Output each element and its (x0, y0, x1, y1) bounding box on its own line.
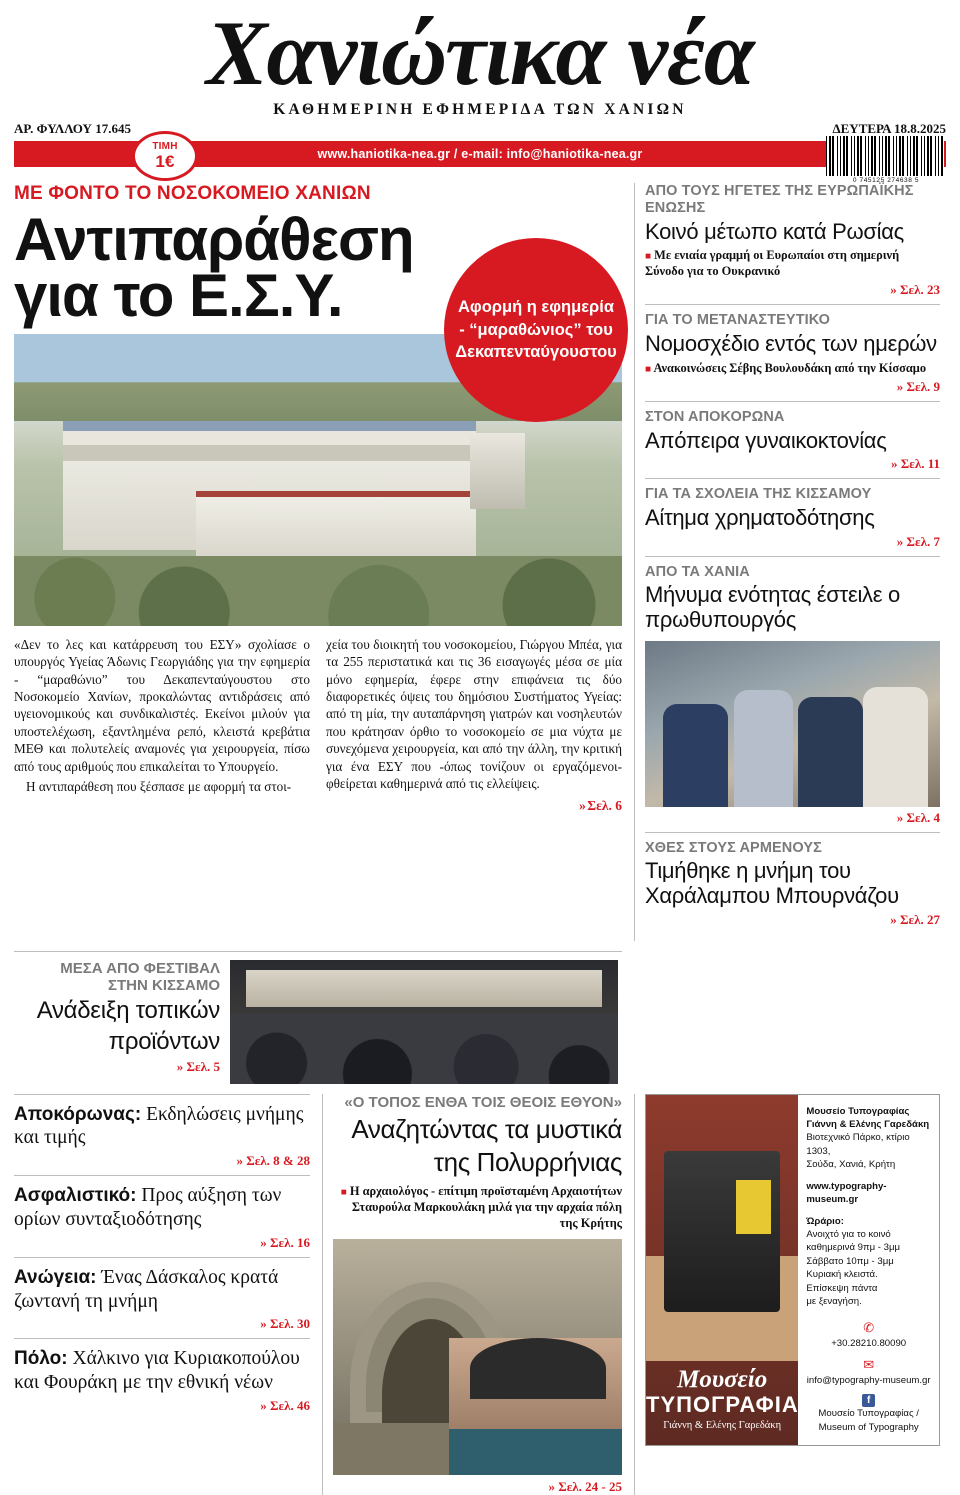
lead-body-text (14, 636, 622, 815)
festival-kicker-line2: ΣΤΗΝ ΚΙΣΣΑΜΟ (108, 976, 220, 994)
feature-column[interactable] (322, 1094, 622, 1495)
lead-page-ref[interactable]: » Σελ. 6 (579, 797, 622, 813)
ad-facebook[interactable]: Μουσείο Τυπογραφίας / Museum of Typography (818, 1408, 919, 1433)
right-item-kicker: ΣΤΟΝ ΑΠΟΚΟΡΩΝΑ (645, 409, 785, 426)
festival-crowd-photo (230, 960, 618, 1084)
brief-item[interactable] (14, 1266, 310, 1340)
feature-sub: ■ Η αρχαιολόγος - επίτιμη προϊσταμένη Αρχαιοτήτων Σταυρούλα Μαρκουλάκη μιλά για την αρχαία πόλη της Κρήτης (340, 1183, 622, 1231)
brief-lead: Αποκόρωνας: (14, 1103, 142, 1125)
barcode (826, 136, 946, 184)
price-label: ΤΙΜΗ (152, 141, 178, 153)
right-column (634, 183, 940, 940)
lead-headline-line2[interactable]: για το Ε.Σ.Υ. (14, 261, 343, 329)
right-item-sub: ■ Με ενιαία γραμμή οι Ευρωπαίοι στη σημερινή Σύνοδο για το Ουκρανικό (645, 248, 900, 278)
brief-ref[interactable]: » Σελ. 16 (260, 1234, 310, 1250)
right-item-kicker: ΧΘΕΣ ΣΤΟΥΣ ΑΡΜΕΝΟΥΣ (645, 839, 822, 856)
ad-hours-title: Ώράριο: (806, 1215, 844, 1227)
right-item-ref[interactable]: » Σελ. 7 (896, 533, 940, 549)
right-item-kicker: ΓΙΑ ΤΑ ΣΧΟΛΕΙΑ ΤΗΣ ΚΙΣΣΑΜΟΥ (645, 486, 872, 503)
right-item-title[interactable]: Αίτημα χρηματοδότησης (645, 505, 875, 531)
right-item-sub: ■ Ανακοινώσεις Σέβης Βουλουδάκη από την Κίσσαμο (645, 360, 927, 375)
brief-rest: Χάλκινο για Κυριακοπούλου και Φουράκη με την εθνική νέων (14, 1348, 300, 1394)
publication-date: ΔΕΥΤΕΡΑ 18.8.2025 (832, 121, 946, 137)
right-item-ref[interactable]: » Σελ. 23 (890, 282, 940, 298)
ad-phone[interactable]: +30.28210.80090 (831, 1337, 907, 1349)
archaeologist-portrait (449, 1338, 622, 1475)
right-item-schools[interactable] (645, 486, 940, 556)
website-url[interactable]: www.haniotika-nea.gr / e-mail: info@haniotika-nea.gr (317, 147, 643, 162)
ad-logo (646, 1365, 813, 1431)
right-item-ref[interactable]: » Σελ. 4 (896, 809, 940, 825)
price-badge (132, 131, 198, 181)
right-item-memorial[interactable] (645, 840, 940, 934)
ad-hours-line4: Κυριακή κλειστά. (806, 1269, 878, 1281)
typography-museum-ad[interactable] (645, 1094, 940, 1446)
brief-item[interactable] (14, 1347, 310, 1420)
right-item-ref[interactable]: » Σελ. 9 (896, 379, 940, 395)
brief-rest: Ένας Δάσκαλος κρατά ζωντανή τη μνήμη (14, 1266, 279, 1312)
ad-website[interactable]: www.typography-museum.gr (806, 1180, 887, 1206)
brief-rest: Προς αύξηση των ορίων συνταξιοδότησης (14, 1185, 282, 1230)
right-item-migration[interactable] (645, 312, 940, 402)
ad-logo-sub: Γιάννη & Ελένης Γαρεδάκη (663, 1419, 782, 1431)
website-bar (14, 141, 946, 171)
brief-rest: Εκδηλώσεις μνήμης και τιμής (14, 1103, 304, 1149)
right-item-title[interactable]: Νομοσχέδιο εντός των ημερών (645, 331, 937, 357)
lead-paragraph-3: χεία του διοικητή του νοσοκομείου, Γιώργου Μπέα, για τα 255 περιστατικά και τις 36 εισαγωγές μέσα σε μία μόνο εφημερία, έφερε στην επιφάνεια τις δύο διαφορετικές όψεις του δημόσιου Συστήματος Υγείας: από τη μία, την αυταπάρνηση γιατρών και νοσηλευτών που κράτησαν όρθιο το νοσοκομείο σε μια νύχτα με συνεχόμενα χειρουργεία, και από την άλλη, την κριτική για ένα ΕΣΥ που -όπως τονίζουν οι εργαζόμενοι- φθείρεται καθημερινά από τις ελλείψεις. (326, 636, 622, 792)
feature-page-ref[interactable]: » Σελ. 24 - 25 (548, 1479, 622, 1495)
festival-title-line2[interactable]: προϊόντων (108, 1027, 220, 1055)
brief-lead: Πόλο: (14, 1348, 68, 1370)
lead-kicker: ΜΕ ΦΟΝΤΟ ΤΟ ΝΟΣΟΚΟΜΕΙΟ ΧΑΝΙΩΝ (14, 183, 371, 205)
festival-title-line1[interactable]: Ανάδειξη τοπικών (36, 997, 220, 1025)
issue-number: ΑΡ. ΦΥΛΛΟΥ 17.645 (14, 121, 131, 137)
email-icon: ✉ (863, 1357, 875, 1373)
brief-lead: Ανώγεια: (14, 1266, 97, 1288)
brief-lead: Ασφαλιστικό: (14, 1185, 137, 1207)
brief-ref[interactable]: » Σελ. 30 (260, 1316, 310, 1332)
barcode-number: 0 745125 274638 5 (852, 177, 920, 184)
right-item-ref[interactable]: » Σελ. 27 (890, 911, 940, 927)
right-item-eu[interactable] (645, 183, 940, 305)
masthead (14, 0, 946, 171)
advertisement-column (634, 1094, 940, 1495)
feature-title-line1[interactable]: Αναζητώντας τα μυστικά (351, 1113, 622, 1144)
ad-info (798, 1095, 939, 1445)
newspaper-title: Χανιώτικα νέα (206, 2, 754, 104)
lead-headline-line1[interactable]: Αντιπαράθεση (14, 206, 414, 274)
phone-icon: ✆ (863, 1319, 875, 1335)
brief-ref[interactable]: » Σελ. 46 (260, 1397, 310, 1413)
ad-address-line1: Βιοτεχνικό Πάρκο, κτίριο 1303, (806, 1132, 910, 1157)
festival-page-ref[interactable]: » Σελ. 5 (176, 1058, 220, 1074)
right-item-title[interactable]: Κοινό μέτωπο κατά Ρωσίας (645, 218, 904, 244)
ad-email[interactable]: info@typography-museum.gr (806, 1375, 931, 1387)
right-item-kicker: ΑΠΟ ΤΟΥΣ ΗΓΕΤΕΣ ΤΗΣ ΕΥΡΩΠΑΪΚΗΣ ΕΝΩΣΗΣ (645, 183, 914, 217)
right-item-kicker: ΑΠΟ ΤΑ ΧΑΝΙΑ (645, 563, 750, 580)
lead-paragraph-1: «Δεν το λες και κατάρρευση του ΕΣΥ» σχολίασε ο υπουργός Υγείας Άδωνις Γεωργιάδης για την εφημερία - “μαραθώνιο” του Δεκαπενταύγουστου στο Νοσοκομείο Χανίων, προκαλώντας αντιδράσεις από υγειονομικούς και συνδικαλιστές. Εκείνοι μιλούν για υποστελέχωση, εξαντλημένα ρεπό, κλειστά κρεβάτια ΜΕΘ και πολυτελείς αναμονές για χειρουργεία, πίσω από τους αριθμούς που επικαλείται το Υπουργείο. (14, 636, 310, 774)
ad-hours-line1: Ανοιχτό για το κοινό (806, 1228, 891, 1240)
ad-logo-script: Μουσείο (677, 1365, 768, 1393)
ad-name-line2: Γιάννη & Ελένης Γαρεδάκη (806, 1119, 930, 1131)
right-item-pm[interactable] (645, 564, 940, 833)
festival-story[interactable] (14, 951, 622, 1084)
briefs-column (14, 1094, 310, 1495)
ad-logo-main: ΤΥΠΟΓΡΑΦΙΑΣ (646, 1391, 813, 1417)
masthead-subtitle: ΚΑΘΗΜΕΡΙΝΗ ΕΦΗΜΕΡΙΔΑ ΤΩΝ ΧΑΝΙΩΝ (273, 101, 687, 119)
right-item-title[interactable]: Τιμήθηκε η μνήμη του Χαράλαμπου Μπουρνάζου (645, 858, 899, 908)
feature-kicker: «Ο ΤΟΠΟΣ ΕΝΘΑ ΤΟΙΣ ΘΕΟΙΣ ΕΘΥΟΝ» (344, 1093, 622, 1111)
ad-hours-line5: Επίσκεψη πάντα (806, 1282, 878, 1294)
facebook-icon[interactable]: f (862, 1394, 875, 1407)
brief-ref[interactable]: » Σελ. 8 & 28 (236, 1153, 310, 1169)
feature-title-line2[interactable]: της Πολυρρήνιας (433, 1146, 622, 1177)
barcode-bars (826, 136, 944, 176)
prime-minister-photo (645, 641, 940, 807)
right-item-ref[interactable]: » Σελ. 11 (891, 456, 940, 472)
lead-photo-wrapper (14, 298, 622, 626)
ad-photo (646, 1095, 813, 1445)
right-item-title[interactable]: Μήνυμα ενότητας έστειλε ο πρωθυπουργός (645, 582, 900, 633)
festival-kicker-line1: ΜΕΣΑ ΑΠΟ ΦΕΣΤΙΒΑΛ (60, 959, 220, 977)
ad-hours-line2: καθημερινά 9πμ - 3μμ (806, 1242, 901, 1254)
right-item-title[interactable]: Απόπειρα γυναικοκτονίας (645, 427, 887, 453)
polyrrinia-ruins-portrait-photo (333, 1239, 622, 1475)
right-item-kicker: ΓΙΑ ΤΟ ΜΕΤΑΝΑΣΤΕΥΤΙΚΟ (645, 312, 831, 329)
ad-hours-line6: με ξεναγήση. (806, 1296, 862, 1308)
brief-item[interactable] (14, 1103, 310, 1177)
right-item-apokoronas[interactable] (645, 409, 940, 479)
ad-name-line1: Μουσείο Τυπογραφίας (806, 1105, 910, 1117)
ad-address-line2: Σούδα, Χανιά, Κρήτη (806, 1159, 896, 1171)
brief-item[interactable] (14, 1184, 310, 1258)
price-value: 1€ (155, 151, 175, 171)
lead-story-column (14, 183, 622, 940)
ad-hours-line3: Σάββατο 10πμ - 3μμ (806, 1255, 894, 1267)
lead-paragraph-2: Η αντιπαράθεση που ξέσπασε με αφορμή τα στοι- (26, 779, 292, 795)
lead-callout-bubble: Αφορμή η εφημερία - “μαραθώνιος” του Δεκαπενταύγουστου (444, 238, 628, 422)
